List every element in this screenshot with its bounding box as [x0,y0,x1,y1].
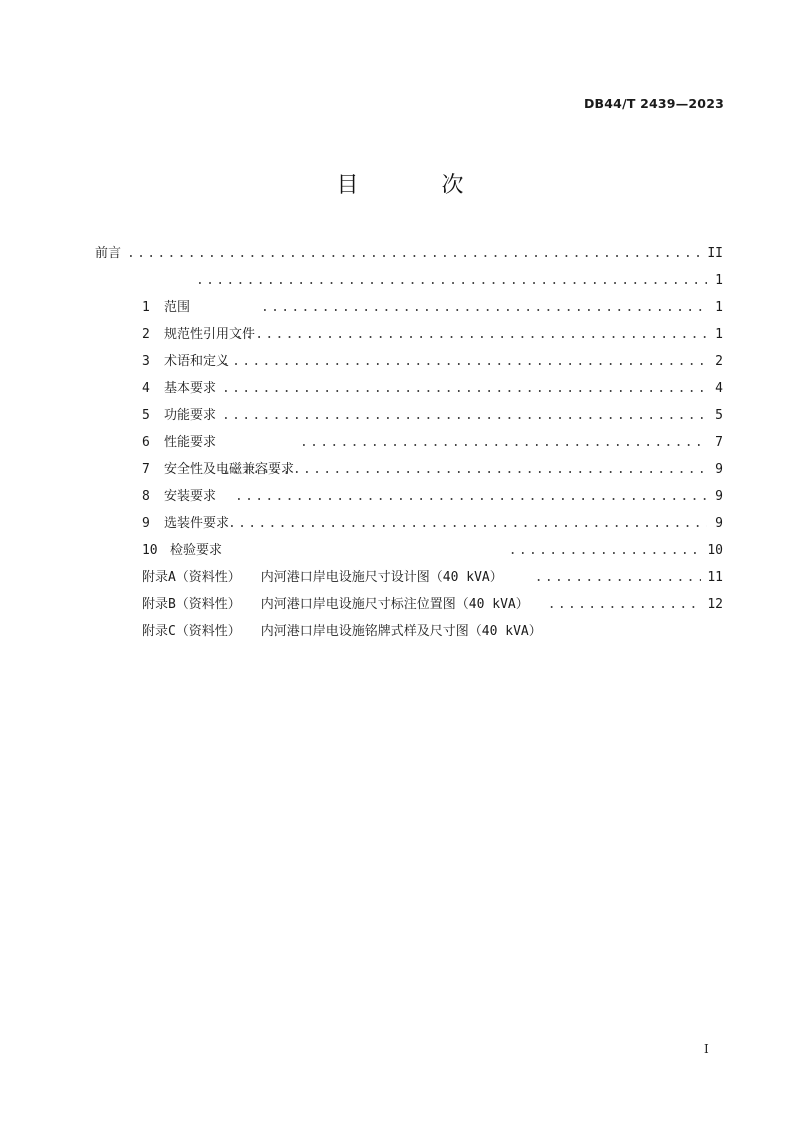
toc-entry-label: 安全性及电磁兼容要求 [163,462,294,477]
toc-entry-9[interactable] [95,483,723,531]
toc-annex-c[interactable] [95,591,723,639]
toc-entry-label: 范围 [163,300,190,315]
toc-entry-label: 规范性引用文件 [163,327,255,342]
toc-annex-label: 附录C（资料性） [141,624,241,639]
toc-entry-page: 7 [715,435,723,450]
toc-entry-number: 10 [141,543,158,558]
toc-dot-leader [196,267,707,294]
toc-entry-7[interactable] [95,429,723,477]
toc-entry-1[interactable] [95,267,723,315]
toc-entry-page: II [707,246,723,261]
toc-dot-leader [548,591,702,618]
toc-entry-number: 9 [141,516,150,531]
toc-entry-number: 4 [141,381,150,396]
toc-annex-label: 附录A（资料性） [141,570,241,585]
toc-dot-leader [535,564,702,591]
page-title: 目 次 [336,173,502,198]
toc-entry-3[interactable] [95,321,723,369]
toc-annex-label: 附录B（资料性） [141,597,241,612]
toc-dot-leader [127,240,701,267]
toc-entry-number: 2 [141,327,150,342]
toc-entry-4[interactable] [95,348,723,396]
toc-annex-title: 内河港口岸电设施尺寸标注位置图（40 kVA） [260,597,529,612]
toc-entry-10[interactable] [95,510,723,558]
toc-dot-leader [300,429,707,456]
toc-entry-number: 3 [141,354,150,369]
toc-entry-number: 8 [141,489,150,504]
toc-entry-number: 6 [141,435,150,450]
toc-entry-2[interactable] [95,294,723,342]
toc-entry-number: 1 [141,300,150,315]
toc-entry-8[interactable] [95,456,723,504]
toc-dot-leader [222,375,707,402]
toc-dot-leader [222,348,707,375]
toc-entry-number: 7 [141,462,150,477]
toc-entry-foreword[interactable] [95,240,723,267]
toc-entry-page: 5 [715,408,723,423]
toc-annex-page: 11 [707,570,723,585]
toc-entry-page: 1 [715,273,723,288]
table-of-contents [95,240,723,639]
toc-entry-label: 选装件要求 [163,516,229,531]
toc-annex-title: 内河港口岸电设施铭牌式样及尺寸图（40 kVA） [260,624,542,639]
toc-entry-page: 1 [715,300,723,315]
toc-entry-label: 术语和定义 [163,354,229,369]
toc-dot-leader [235,483,707,510]
toc-entry-label: 前言 [95,246,122,261]
toc-entry-page: 9 [715,462,723,477]
toc-annex-page: 12 [707,597,723,612]
toc-entry-5[interactable] [95,375,723,423]
toc-dot-leader [261,294,707,321]
toc-entry-page: 9 [715,516,723,531]
toc-entry-label: 基本要求 [163,381,216,396]
toc-entry-label: 检验要求 [169,543,222,558]
toc-dot-leader [235,321,707,348]
toc-entry-label: 安装要求 [163,489,216,504]
toc-entry-number: 5 [141,408,150,423]
toc-dot-leader [222,456,707,483]
toc-entry-label: 性能要求 [163,435,216,450]
toc-entry-page: 2 [715,354,723,369]
document-code: DB44/T 2439—2023 [583,96,724,111]
toc-dot-leader [228,510,707,537]
toc-entry-label: 功能要求 [163,408,216,423]
toc-annex-page: 10 [707,543,723,558]
toc-entry-page: 4 [715,381,723,396]
toc-dot-leader [222,402,707,429]
page-number: I [704,1042,709,1056]
toc-entry-6[interactable] [95,402,723,450]
toc-annex-title: 内河港口岸电设施尺寸设计图（40 kVA） [260,570,503,585]
toc-dot-leader [509,537,702,564]
toc-entry-page: 9 [715,489,723,504]
toc-entry-page: 1 [715,327,723,342]
